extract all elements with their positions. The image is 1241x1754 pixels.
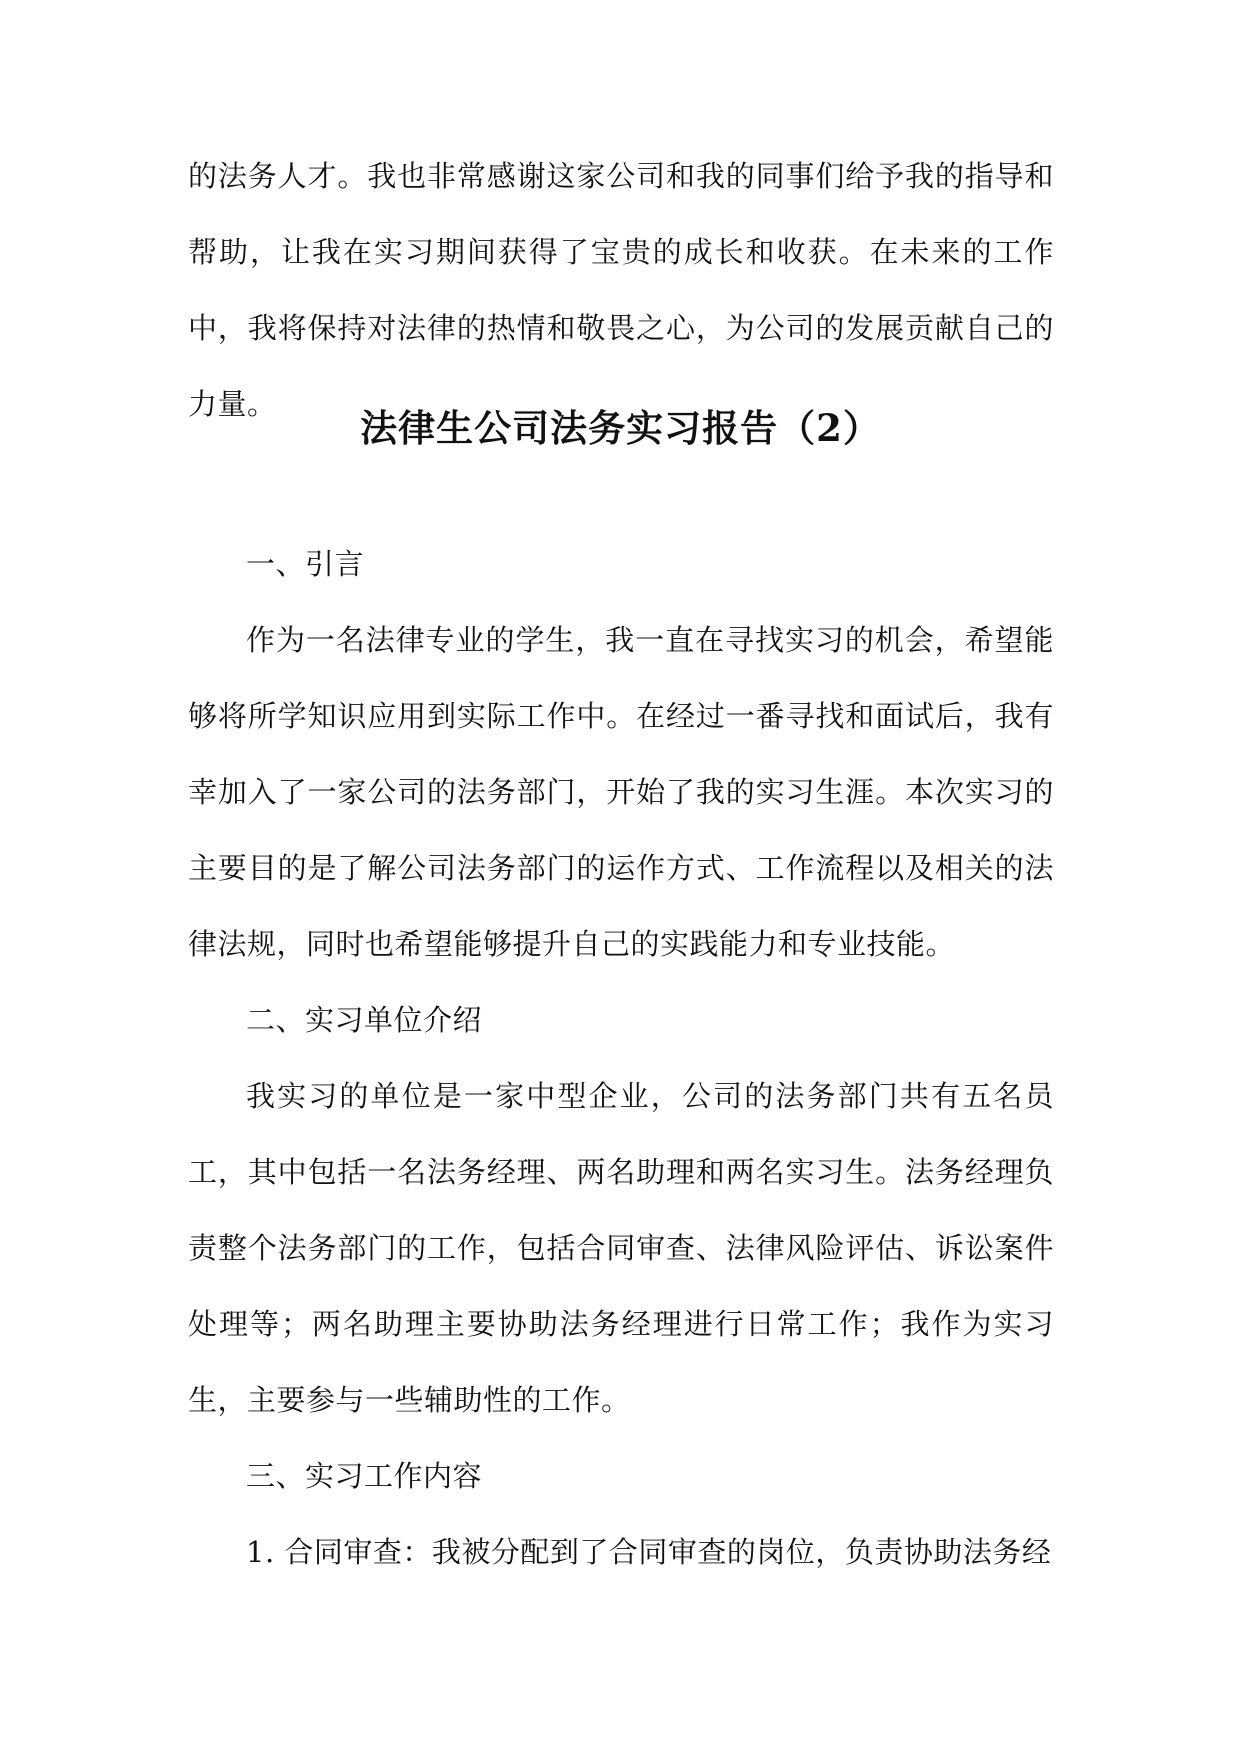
section-heading-introduction: 一、引言 [246,547,365,581]
introduction-paragraph: 作为一名法律专业的学生，我一直在寻找实习的机会，希望能够将所学知识应用到实际工作中。在经过一番寻找和面试后，我有幸加入了一家公司的法务部门，开始了我的实习生涯。本次实习的主要目的是了解公司法务部门的运作方式、工作流程以及相关的法律法规，同时也希望能够提升自己的实践能力和专业技能。 [188,623,1054,961]
continuation-paragraph: 的法务人才。我也非常感谢这家公司和我的同事们给予我的指导和帮助，让我在实习期间获得了宝贵的成长和收获。在未来的工作中，我将保持对法律的热情和敬畏之心，为公司的发展贡献自己的力量。 [188,159,1054,421]
work-content-item-1: 1. 合同审查：我被分配到了合同审查的岗位，负责协助法务经 [246,1535,1052,1569]
section-heading-internship-unit: 二、实习单位介绍 [246,1003,483,1037]
section-heading-work-content: 三、实习工作内容 [246,1459,483,1493]
internship-unit-paragraph: 我实习的单位是一家中型企业，公司的法务部门共有五名员工，其中包括一名法务经理、两名助理和两名实习生。法务经理负责整个法务部门的工作，包括合同审查、法律风险评估、诉讼案件处理等；两名助理主要协助法务经理进行日常工作；我作为实习生，主要参与一些辅助性的工作。 [188,1079,1054,1417]
report-title: 法律生公司法务实习报告（2） [360,406,881,450]
